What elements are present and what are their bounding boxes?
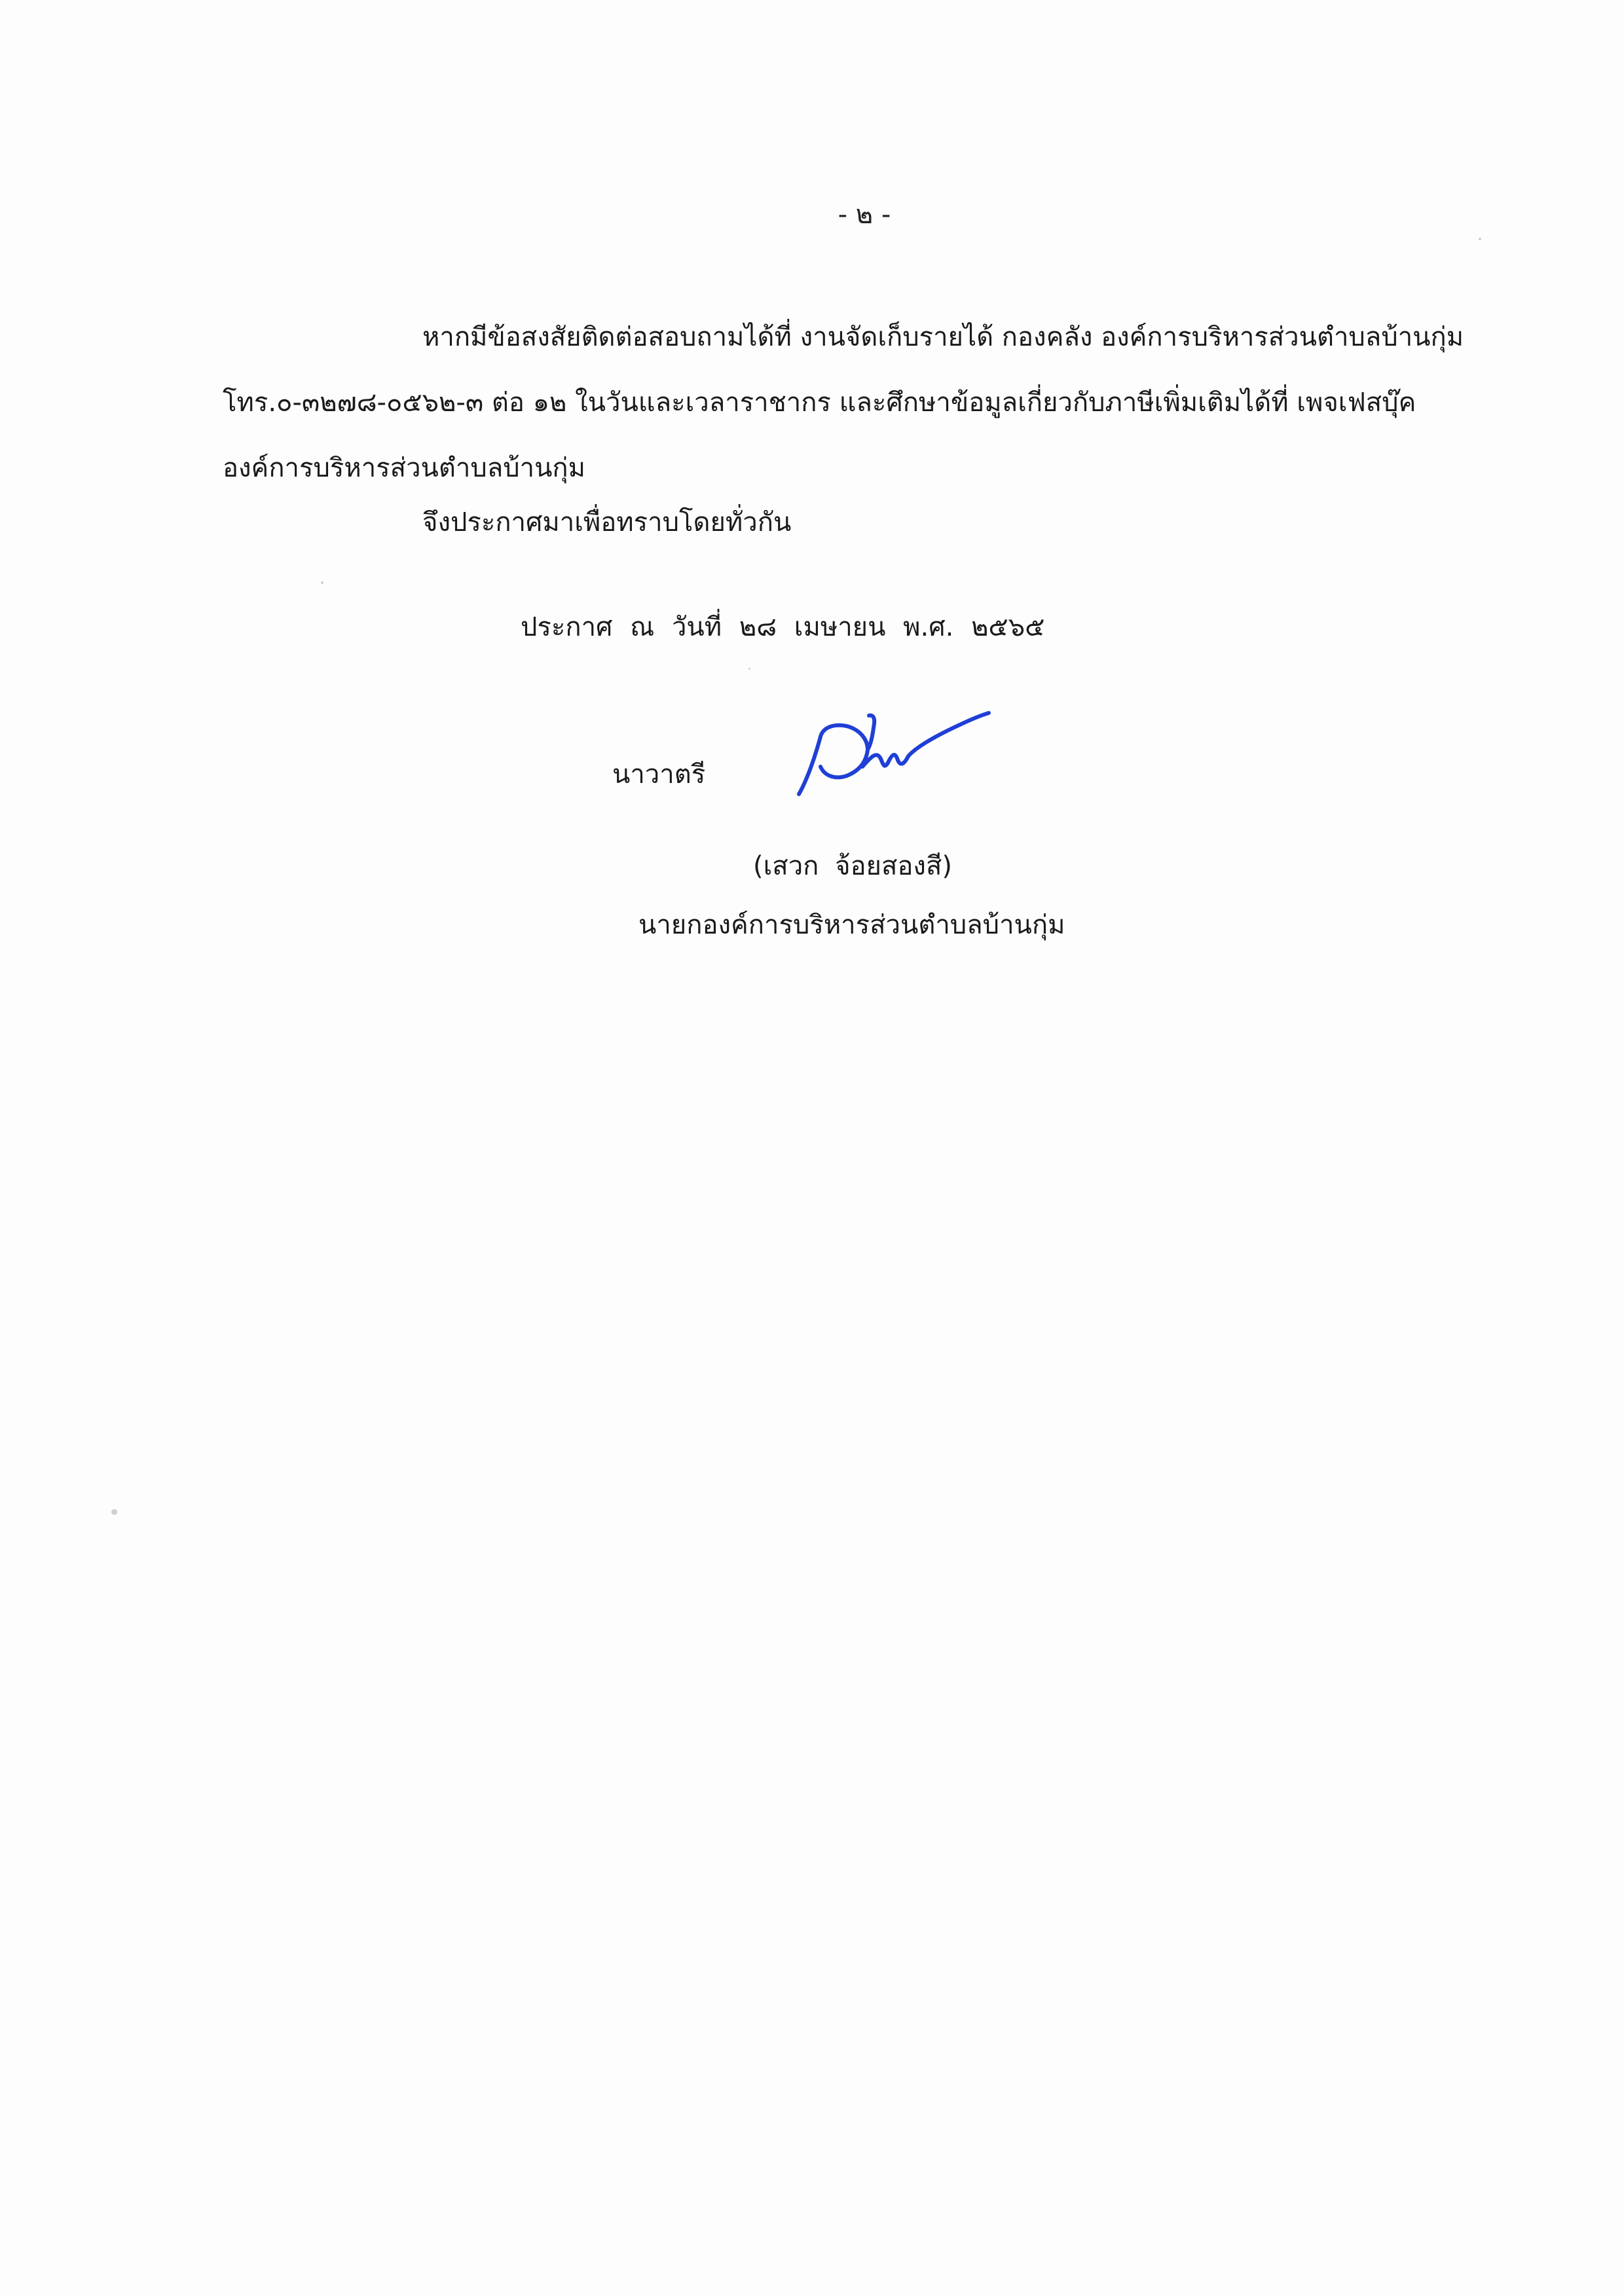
scan-speck [748,668,750,670]
signer-position: นายกองค์การบริหารส่วนตำบลบ้านกุ่ม [638,910,1065,940]
signer-name: (เสวก จ้อยสองสี) [753,851,952,881]
contact-paragraph [223,304,1503,501]
scan-speck [1479,238,1481,240]
paragraph-line: โทร.๐-๓๒๗๘-๐๕๖๒-๓ ต่อ ๑๒ ในวันและเวลาราชากร และศึกษาข้อมูลเกี่ยวกับภาษีเพิ่มเติมได้ที่ เพจเฟสบุ๊ค [223,388,1416,418]
paragraph-line: หากมีข้อสงสัยติดต่อสอบถามได้ที่ งานจัดเก็บรายได้ กองคลัง องค์การบริหารส่วนตำบลบ้านกุ่ม [422,322,1464,352]
paragraph-line: องค์การบริหารส่วนตำบลบ้านกุ่ม [223,453,586,483]
scan-speck [111,1509,117,1515]
announcement-date: ประกาศ ณ วันที่ ๒๘ เมษายน พ.ศ. ๒๕๖๕ [521,612,1045,642]
signer-rank: นาวาตรี [612,759,706,790]
handwritten-signature [789,710,999,802]
page-number: - ๒ - [838,200,891,230]
closing-statement: จึงประกาศมาเพื่อทราบโดยทั่วกัน [422,507,792,538]
scan-speck [321,581,323,584]
